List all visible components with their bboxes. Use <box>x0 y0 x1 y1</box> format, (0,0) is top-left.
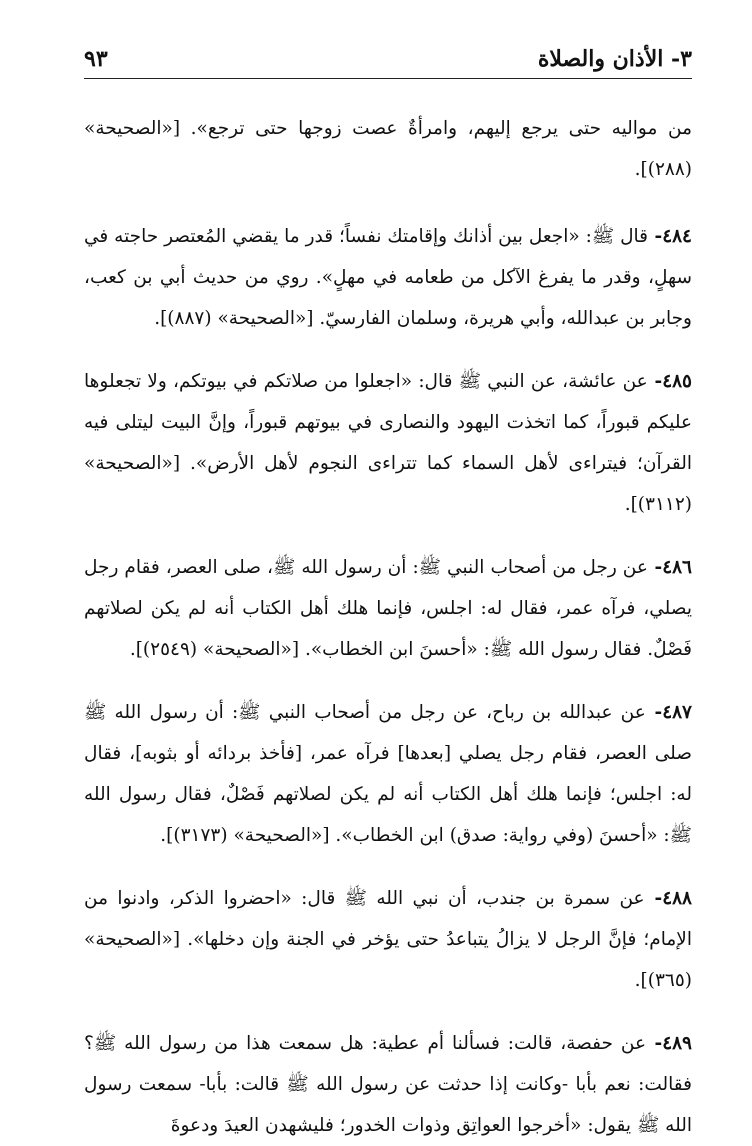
hadith-text: عن عائشة، عن النبي ﷺ قال: «اجعلوا من صلاتكم في بيوتكم، ولا تجعلوها عليكم قبوراً، كما اتخذت اليهود والنصارى في بيوتهم قبوراً، وإنَّ البيت ليتلى فيه القرآن؛ فيتراءى لأهل السماء كما تتراءى النجوم لأهل الأرض». [«الصحيحة» (٣١١٢)]. <box>84 371 692 515</box>
hadith-text: قال ﷺ: «اجعل بين أذانك وإقامتك نفساً؛ قدر ما يقضي المُعتصر حاجته في سهلٍ، وقدر ما يفرغ الآكل من طعامه في مهلٍ». روي من حديث أبي بن كعب، وجابر بن عبدالله، وأبي هريرة، وسلمان الفارسيّ. [«الصحيحة» (٨٨٧)]. <box>84 226 692 329</box>
hadith-number: ٤٨٨- <box>644 888 692 909</box>
hadith-number: ٤٨٩- <box>646 1033 692 1054</box>
hadith-paragraph <box>84 361 692 525</box>
hadith-number: ٤٨٥- <box>647 371 692 392</box>
running-header <box>84 36 692 72</box>
hadith-text: عن رجل من أصحاب النبي ﷺ: أن رسول الله ﷺ، صلى العصر، فقام رجل يصلي، فرآه عمر، فقال له: اجلس، فإنما هلك أهل الكتاب أنه لم يكن لصلاتهم فَصْلٌ. فقال رسول الله ﷺ: «أحسنَ ابن الخطاب». [«الصحيحة» (٢٥٤٩)]. <box>84 557 692 660</box>
hadith-paragraph <box>84 878 692 1001</box>
hadith-paragraph <box>84 1023 692 1146</box>
hadith-paragraph <box>84 692 692 856</box>
hadith-text: عن سمرة بن جندب، أن نبي الله ﷺ قال: «احضروا الذكر، وادنوا من الإمام؛ فإنَّ الرجل لا يزالُ يتباعدُ حتى يؤخر في الجنة وإن دخلها». [«الصحيحة» (٣٦٥)]. <box>84 888 692 991</box>
header-divider <box>84 78 692 79</box>
chapter-title: ٣- الأذان والصلاة <box>537 46 692 72</box>
hadith-text: من مواليه حتى يرجع إليهم، وامرأةٌ عصت زوجها حتى ترجع». [«الصحيحة» (٢٨٨)]. <box>84 118 692 180</box>
page-number: ٩٣ <box>84 46 108 72</box>
hadith-number: ٤٨٤- <box>648 226 692 247</box>
page-body <box>84 108 692 1136</box>
hadith-paragraph <box>84 216 692 339</box>
hadith-number: ٤٨٧- <box>645 702 692 723</box>
hadith-text: عن حفصة، قالت: فسألنا أم عطية: هل سمعت هذا من رسول الله ﷺ؟ فقالت: نعم بأبا -وكانت إذا حدثت عن رسول الله ﷺ قالت: بأبا- سمعت رسول الله ﷺ يقول: «أخرجوا العواتِق وذوات الخدور؛ فليشهدن العيدَ ودعوةَ <box>84 1033 692 1136</box>
hadith-text: عن عبدالله بن رباح، عن رجل من أصحاب النبي ﷺ: أن رسول الله ﷺ صلى العصر، فقام رجل يصلي [بعدها] فرآه عمر، [فأخذ بردائه أو بثوبه]، فقال له: اجلس؛ فإنما هلك أهل الكتاب أنه لم يكن لصلاتهم فَصْلٌ، فقال رسول الله ﷺ: «أحسنَ (وفي رواية: صدق) ابن الخطاب». [«الصحيحة» (٣١٧٣)]. <box>84 702 692 846</box>
hadith-number: ٤٨٦- <box>647 557 692 578</box>
hadith-paragraph <box>84 547 692 670</box>
hadith-paragraph <box>84 108 692 190</box>
